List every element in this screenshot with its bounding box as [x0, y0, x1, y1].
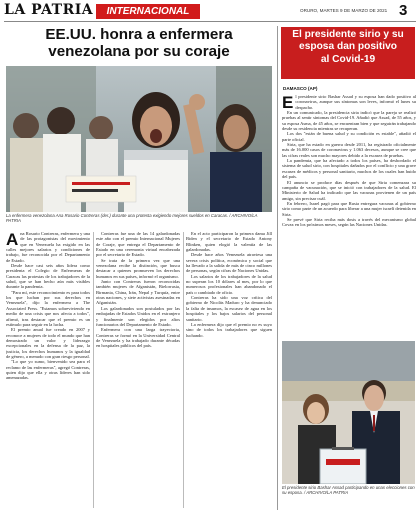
left-story-col3-paragraph: En el acto participaron la primera dama Jill Biden y el secretario de Estado Antony Blinken, quien elogió la valentía de las galardonadas. [186, 231, 272, 253]
left-story-col2-paragraph: Contreras fue una de las 14 galardonadas este año con el premio Internacional Mujeres de Coraje, que entrega el Departamento de Estado en una ceremonia virtual encabezada por el secretario de Estado. [96, 231, 180, 258]
assad-photo-illustration [282, 341, 415, 484]
protest-photo-caption: La enfermera venezolana Ana Rosario Contreras (der.) durante una protesta exigiendo mejores sueldos en Caracas. / ARCHIVO/LA PATRIA [6, 213, 258, 224]
left-story-dropcap: A [6, 231, 19, 249]
right-story-paragraph: En febrero, Israel pagó para que Rusia entregara vacunas al gobierno sirio como parte de un acuerdo para liberar a una mujer israelí detenida en Siria. [282, 200, 416, 217]
right-story-paragraph: La pandemia, que ha afectado a todos los países, ha desbordado el sistema de salud sirio, con hospitales dañados por el conflicto y una grave escasez de médicos y personal sanitario, muchos de los cuales han huido del país. [282, 158, 416, 180]
right-story-paragraph: Los dos "están de buena salud y su condición es estable", añadió el parte oficial. [282, 131, 416, 142]
right-headline [283, 29, 413, 66]
left-story-col3-paragraph: Los salarios de los trabajadores de la salud no superan los 10 dólares al mes, por lo que numerosos profesionales han abandonado el país o cambiado de oficio. [186, 273, 272, 295]
dateline: ORURO, MARTES 9 DE MARZO DE 2021 [300, 8, 388, 13]
page-header [0, 0, 420, 22]
right-headline-line-2: esposa dan positivo [299, 41, 397, 53]
left-story-col1-paragraph: Desde hace casi seis años lidera como presidenta el Colegio de Enfermeras de Caracas las protestas de los trabajadores de la salud, que se han hecho aún más visibles durante la pandemia. [6, 263, 90, 290]
left-headline-line-1: EE.UU. honra a enfermera [45, 26, 233, 43]
story-divider [277, 26, 278, 510]
left-story-col1-paragraph: "Lo que yo sumo, bienvenido sea para el reclamo de las enfermeras", agregó Contreras, quien dijo que ella y otras líderes han sido amenazadas. [6, 359, 90, 381]
column-divider [183, 232, 184, 508]
left-story-col1-paragraph: "Para mí, este reconocimiento es para todos los que luchan por sus derechos en Venezuela", dijo la enfermera a The Associated Press. "Estamos sobreviviendo en medio de una crisis que nos afecta a todos", afirmó, tras destacar que el premio es un estímulo para seguir en la lucha. [6, 289, 90, 327]
left-headline [8, 26, 270, 60]
left-story-col1-paragraph: na Rosario Contreras, enfermera y una de las protagonistas del movimiento que en Venezuela ha exigido en las calles mejores salarios y condiciones de trabajo, fue reconocida por el Departamento de Estado. [6, 231, 90, 263]
left-story-col2-paragraph: Los galardonados son postulados por las embajadas de Estados Unidos en el extranjero y finalmente son elegidos por altos funcionarios del Departamento de Estado. [96, 305, 180, 327]
left-story-column-3 [186, 231, 272, 511]
right-story-paragraph: l presidente sirio Bashar Assad y su esposa han dado positivo al coronavirus, aunque sus síntomas son leves, informó el lunes su despacho. [295, 94, 416, 110]
right-story-paragraph: El anuncio se produce días después de que Siria comenzara su campaña de vacunación, que se inició con trabajadores de la salud. El Ministerio de Salud ha indicado que las vacunas provienen de un país amigo, sin precisar cuál. [282, 179, 416, 201]
left-headline-line-2: venezolana por su coraje [48, 43, 230, 60]
left-story-col1-paragraph: El premio anual fue creado en 2007 y reconoce a mujeres de todo el mundo que han demostrado un valor y liderazgo excepcionales en la defensa de la paz, la justicia, los derechos humanos y la igualdad de género, a menudo con gran riesgo personal. [6, 327, 90, 359]
right-story-dropcap: E [282, 94, 294, 112]
left-story-col3-paragraph: La enfermera dijo que el premio no es suyo sino de todos los trabajadores que siguen luchando. [186, 321, 272, 338]
protest-photo-illustration [6, 66, 272, 212]
left-story-column-2 [96, 231, 180, 511]
header-rule [4, 21, 416, 22]
right-headline-line-3: al Covid-19 [320, 53, 376, 65]
right-story-body [282, 94, 416, 338]
left-story-column-1 [6, 231, 90, 511]
section-label: INTERNACIONAL [96, 4, 200, 19]
right-story-paragraph: Se prevé que Siria reciba más dosis a través del mecanismo global Covax en los próximos meses, según las Naciones Unidas. [282, 216, 416, 228]
protest-photo [6, 66, 272, 212]
column-divider [93, 232, 94, 508]
assad-photo-caption: El presidente sirio Bashar Assad participando en unas elecciones con su esposa. / ARCHIVO/LA PATRIA [282, 485, 415, 496]
page-number: 3 [399, 2, 408, 19]
left-story-col2-paragraph: Junto con Contreras fueron reconocidas también mujeres de Afganistán, Bielorrusia, Birmania, China, Irán, Nepal y Turquía, entre otras naciones, y siete activistas asesinadas en Afganistán. [96, 279, 180, 306]
right-headline-line-1: El presidente sirio y su [292, 29, 404, 40]
right-story-paragraph: Siria, que ha estado en guerra desde 2011, ha registrado oficialmente más de 16.000 casos de coronavirus y 1.063 decesos, aunque se cree que las cifras reales son mucho mayores debido a la escasez de pruebas. [282, 142, 416, 158]
left-story-col3-paragraph: Contreras ha sido una voz crítica del gobierno de Nicolás Maduro y ha denunciado la falta de insumos, la escasez de agua en los hospitales y los bajos salarios del personal sanitario. [186, 295, 272, 322]
assad-photo [282, 341, 415, 484]
right-story-byline: DAMASCO (AP) [283, 86, 318, 91]
left-story-col3-paragraph: Desde hace años Venezuela atraviesa una severa crisis política, económica y social que ha llevado a la salida de más de cinco millones de personas, según cifras de Naciones Unidas. [186, 252, 272, 274]
newspaper-logo: LA PATRIA [4, 2, 94, 18]
left-story-col2-paragraph: Se trata de la primera vez que una venezolana recibe la distinción, que busca destacar a quienes promueven los derechos humanos en sus países, informó el organismo. [96, 257, 180, 279]
left-story-col2-paragraph: Enfermera con una larga trayectoria, Contreras se formó en la Universidad Central de Venezuela y ha trabajado durante décadas en hospitales públicos del país. [96, 327, 180, 349]
right-story-paragraph: En un comunicado, la presidencia siria indicó que la pareja se realizó pruebas al sentir síntomas del Covid-19. Añadió que Assad, de 55 años, y su esposa Asma, de 45 años, se encuentran bien y que seguirán trabajando desde su residencia mientras se recuperan. [282, 110, 416, 132]
